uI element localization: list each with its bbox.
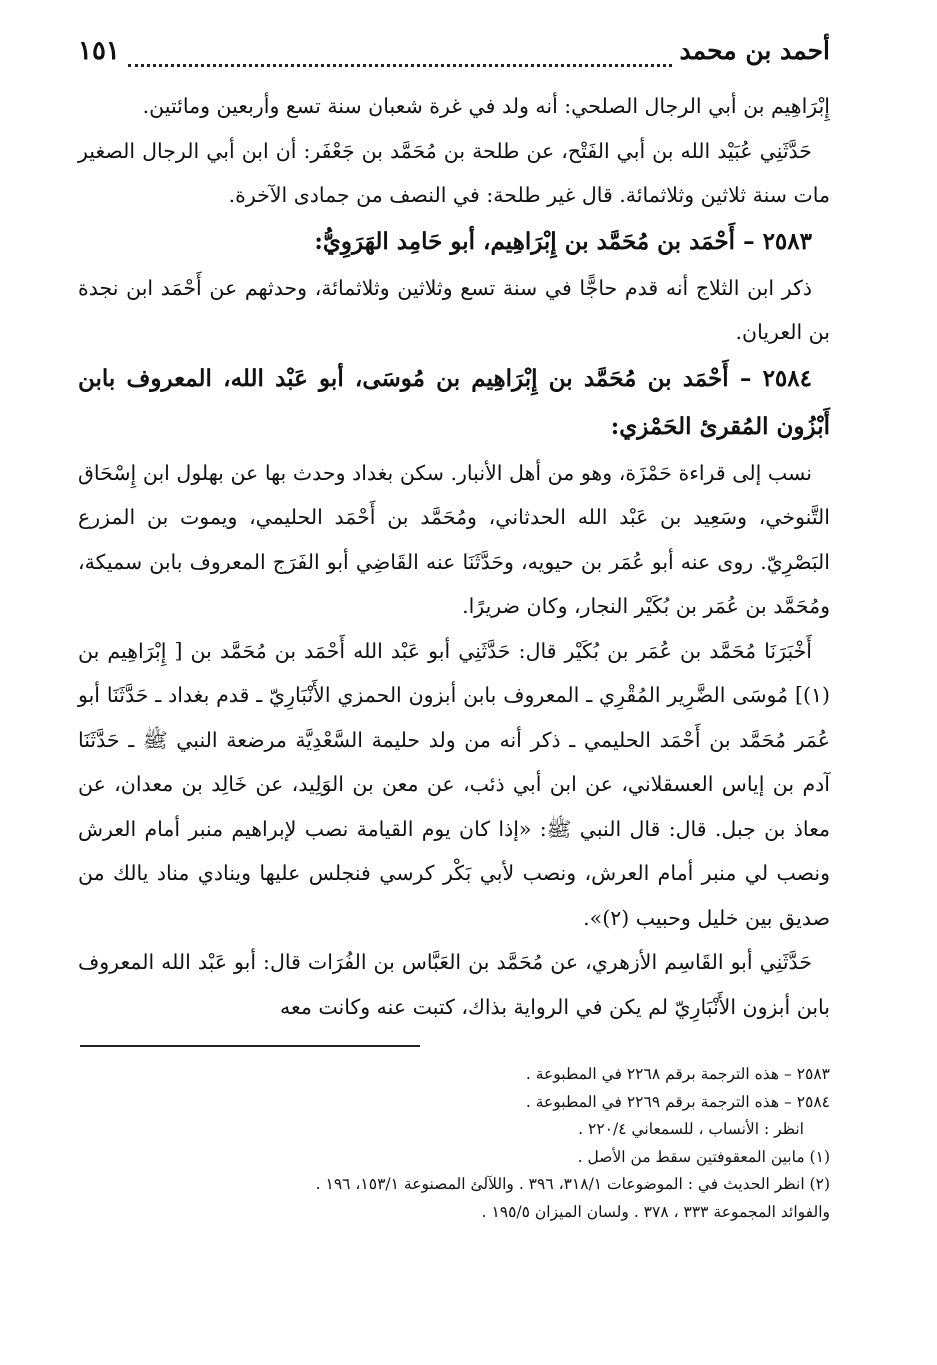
footnotes <box>78 1061 830 1226</box>
main-text <box>78 84 830 1029</box>
footnote-1: (١) مابين المعقوفتين سقط من الأصل . <box>577 1147 830 1166</box>
entry-heading-2583: ٢٥٨٣ – أَحْمَد بن مُحَمَّد بن إِبْرَاهِيم، أبو حَامِد الهَرَوِيُّ: <box>314 227 812 255</box>
leader-dots <box>128 54 672 67</box>
footnote-2584: ٢٥٨٤ – هذه الترجمة برقم ٢٢٦٩ في المطبوعة . <box>525 1092 830 1111</box>
entry-heading-2584: ٢٥٨٤ – أَحْمَد بن مُحَمَّد بن إِبْرَاهِيم بن مُوسَى، أبو عَبْد الله، المعروف بابن أَبْزُون المُقرئ الحَمْزي: <box>78 364 830 440</box>
paragraph-2584-azhari: حَدَّثَنِي أبو القَاسِم الأزهري، عن مُحَمَّد بن العَبَّاس بن الفُرَات قال: أبو عَبْد الله المعروف بابن أبزون الأَنْبَارِيّ لم يكن في الرواية بذاك، كتبت عنه وكانت معه <box>78 950 830 1019</box>
paragraph-2583: ذكر ابن الثلاج أنه قدم حاجًّا في سنة تسع وثلاثين وثلاثمائة، وحدثهم عن أَحْمَد ابن نجدة بن العريان. <box>78 275 830 344</box>
running-head <box>78 36 830 84</box>
page-number: ١٥١ <box>78 36 120 66</box>
paragraph-talha-report: حَدَّثَنِي عُبَيْد الله بن أبي الفَتْح، عن طلحة بن مُحَمَّد بن جَعْفَر: أن ابن أبي الرجال الصغير مات سنة ثلاثين وثلاثمائة. قال غير طلحة: في النصف من جمادى الآخرة. <box>78 138 830 207</box>
footnote-ansab: انظر : الأنساب ، للسمعاني ٢٢٠/٤ . <box>578 1120 804 1138</box>
book-page <box>78 36 830 1226</box>
footnote-2: (٢) انظر الحديث في : الموضوعات ٣١٨/١، ٣٩٦ . واللآلئ المصنوعة ١٥٣/١، ١٩٦ . <box>315 1175 830 1193</box>
running-head-title: أحمد بن محمد <box>679 36 830 65</box>
paragraph-continuation: إِبْرَاهِيم بن أبي الرجال الصلحي: أنه ولد في غرة شعبان سنة تسع وأربعين ومائتين. <box>142 94 830 118</box>
paragraph-2584-bio: نسب إلى قراءة حَمْزَة، وهو من أهل الأنبار. سكن بغداد وحدث بها عن بهلول ابن إِسْحَاق التَّنوخي، وسَعِيد بن عَبْد الله الحدثاني، ومُحَمَّد بن أَحْمَد الحليمي، ويموت بن المزرع البَصْرِيّ. روى عنه أبو عُمَر بن حيويه، وحَدَّثَنَا عنه القَاضِي أبو الفَرَج المعروف بابن سميكة، ومُحَمَّد بن عُمَر بن بُكَيْر النجار، وكان ضريرًا. <box>78 460 830 618</box>
footnote-2583: ٢٥٨٣ – هذه الترجمة برقم ٢٢٦٨ في المطبوعة . <box>525 1065 830 1083</box>
footnote-rule <box>80 1045 420 1047</box>
footnote-2-continued: والفوائد المجموعة ٣٣٣ ، ٣٧٨ . ولسان الميزان ١٩٥/٥ . <box>481 1202 830 1221</box>
paragraph-2584-hadith: أَخْبَرَنَا مُحَمَّد بن عُمَر بن بُكَيْر قال: حَدَّثَنِي أبو عَبْد الله أَحْمَد بن مُحَمَّد بن [ إِبْرَاهِيم بن (١)] مُوسَى الضَّرِير المُقْرِي ـ المعروف بابن أبزون الحمزي الأَنْبَارِيّ ـ قدم بغداد ـ حَدَّثَنَا أبو عُمَر مُحَمَّد بن أَحْمَد الحليمي ـ ذكر أنه من ولد حليمة السَّعْدِيَّة مرضعة النبي ﷺ ـ حَدَّثَنَا آدم بن إياس العسقلاني، عن ابن أبي ذئب، عن معن بن الوَلِيد، عن خَالِد بن معدان، عن معاذ بن جبل. قال: قال النبي ﷺ: «إذا كان يوم القيامة نصب لإبراهيم منبر أمام العرش ونصب لي منبر أمام العرش، ونصب لأبي بَكْر كرسي فنجلس عليها وينادي مناد يالك من صديق بين خليل وحبيب (٢)». <box>78 638 830 930</box>
